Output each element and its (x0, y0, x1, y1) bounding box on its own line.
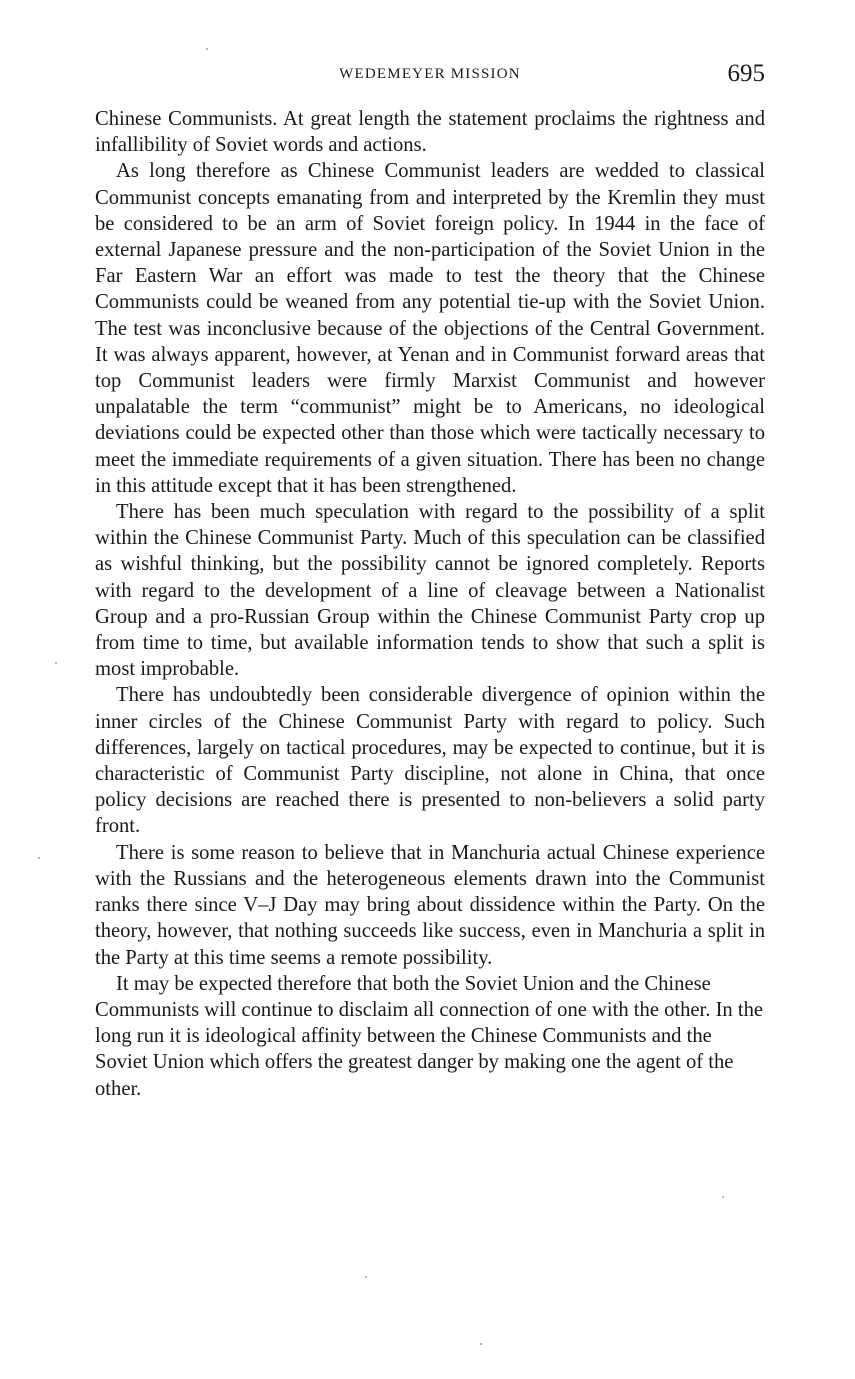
running-header (95, 62, 765, 92)
paragraph: There has been much speculation with regard to the possibility of a split within the Chinese Communist Party. Much of this speculation can be classified as wishful thinking, but the possibility cannot be ignored completely. Reports with regard to the development of a line of cleavage between a Nationalist Group and a pro-Russian Group within the Chinese Communist Party crop up from time to time, but available information tends to show that such a split is most improbable. (95, 501, 765, 681)
scan-speck (38, 857, 40, 859)
scan-speck (55, 662, 57, 664)
scan-speck (206, 48, 208, 50)
paragraph: There has undoubtedly been considerable divergence of opinion within the inner circles of the Chinese Communist Party with regard to policy. Such differences, largely on tactical procedures, may be expected to continue, but it is characteristic of Communist Party discipline, not alone in China, that once policy decisions are reached there is presented to non-believers a solid party front. (95, 684, 765, 838)
body-text (95, 106, 765, 1102)
scan-speck (480, 1343, 482, 1345)
page-number: 695 (727, 60, 765, 87)
scan-speck (365, 1276, 367, 1278)
running-title: WEDEMEYER MISSION (339, 66, 521, 82)
scan-speck (722, 1196, 724, 1198)
paragraph: It may be expected therefore that both the Soviet Union and the Chinese Communists will continue to disclaim all connection of one with the other. In the long run it is ideological affinity between the Chinese Communists and the Soviet Union which offers the greatest danger by making one the agent of the other. (95, 972, 764, 1100)
paragraph-continued: Chinese Communists. At great length the statement proclaims the rightness and infallibility of Soviet words and actions. (95, 108, 765, 157)
paragraph: As long therefore as Chinese Communist leaders are wedded to classical Communist concepts emanating from and interpreted by the Kremlin they must be considered to be an arm of Soviet foreign policy. In 1944 in the face of external Japanese pressure and the non-participation of the Soviet Union in the Far Eastern War an effort was made to test the theory that the Chinese Communists could be weaned from any potential tie-up with the Soviet Union. The test was inconclusive because of the objections of the Central Government. It was always apparent, however, at Yenan and in Communist forward areas that top Communist leaders were firmly Marxist Communist and however unpalatable the term “communist” might be to Americans, no ideological deviations could be expected other than those which were tactically necessary to meet the immediate requirements of a given situation. There has been no change in this attitude except that it has been strengthened. (95, 160, 765, 497)
paragraph: There is some reason to believe that in Manchuria actual Chinese experience with the Russians and the heterogeneous elements drawn into the Communist ranks there since V–J Day may bring about dissidence within the Party. On the theory, however, that nothing succeeds like success, even in Manchuria a split in the Party at this time seems a remote possibility. (95, 841, 765, 969)
